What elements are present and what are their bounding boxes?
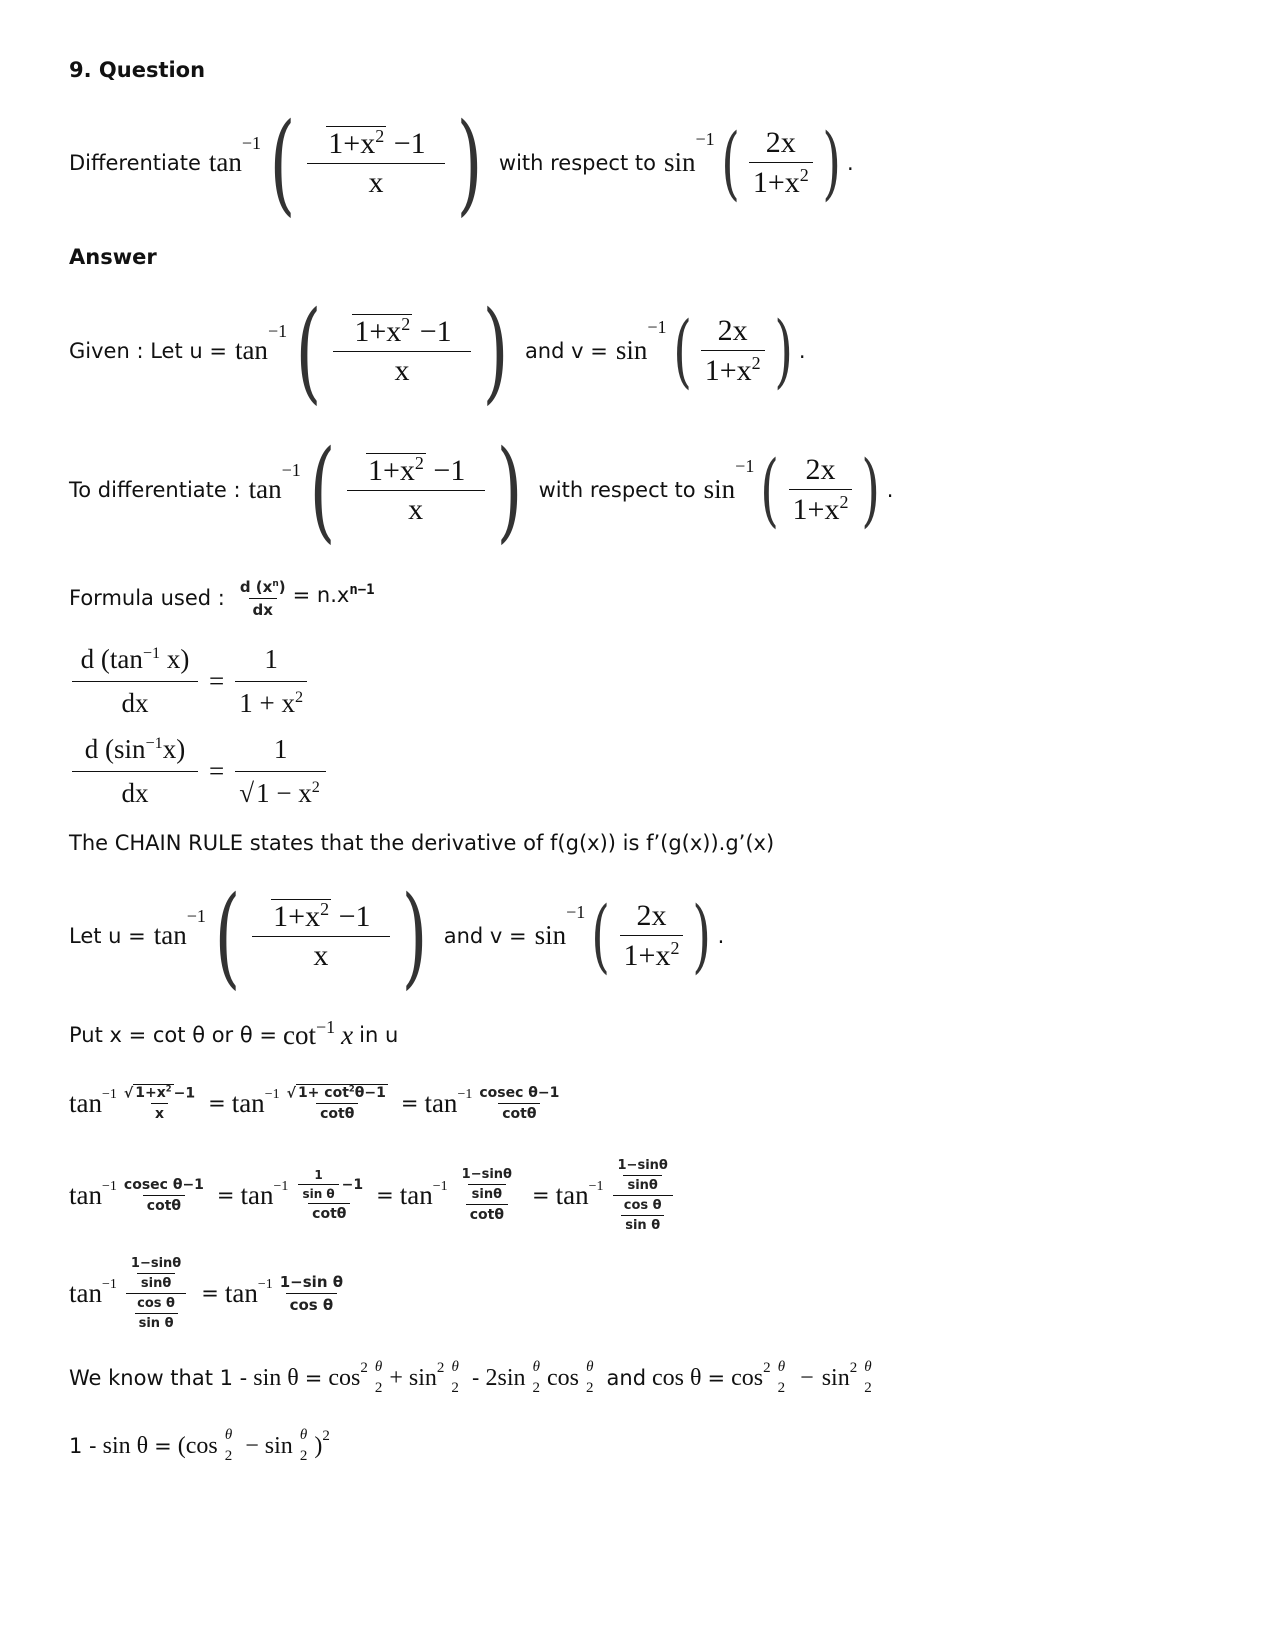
to-diff-lead: To differentiate : [69,477,241,502]
sin-fn: sin [663,147,696,177]
put-text: Put x = cot θ or θ = [69,1023,277,1047]
connector: and v = [524,338,608,363]
fraction: $\frac{1+x^2 -1}{x}$ [333,314,471,388]
final-lead: 1 - [69,1434,97,1458]
sin-theta: sin θ [253,1364,299,1391]
know-lead: We know that 1 - [69,1366,248,1390]
tan-fn: tan [69,1087,102,1118]
rhs-fraction: $\frac{1}{1 + x^2}$ [235,644,307,719]
tan-fn: tan [234,335,268,365]
rhs-fraction: $\frac{1}{√1 - x^2}$ [235,734,326,809]
result-line: 1 - sin θ = ( cos θ 2 − sin θ 2 ) $^2$ [69,1427,330,1464]
fraction: $\frac{\text{1−sin θ}}{\text{cos θ}}$ [279,1272,344,1314]
connector: with respect to [538,477,696,502]
sin-fn: sin [703,474,736,504]
question-heading: 9. Question [69,58,206,82]
half-angle: θ 2 [864,1359,872,1396]
and-word: and [606,1366,647,1390]
derivative-tan [69,645,310,717]
lhs-fraction: $\frac{d (\sin^{-1}x)}{dx}$ [72,734,198,809]
cos-theta: cos θ [652,1364,702,1391]
formula-used: Formula used : $\frac{d (x^n)}{dx}$ = $n.x^{n-1}$ [69,577,375,619]
half-angle: θ 2 [374,1359,383,1396]
tan-fn: tan [208,147,242,177]
tan-fn: tan [248,474,282,504]
fraction: $\frac{\frac{1-\sin\theta}{\sin\theta}}{\frac{\text{cos θ}}{\text{sin θ}}}$ [607,1158,679,1233]
half-angle: θ 2 [586,1359,594,1396]
lhs-fraction: $\frac{d (\tan^{-1} x)}{dx}$ [72,644,198,719]
cot-fn: cot [283,1019,316,1050]
fraction-2x: $\frac{2x}{1+x^2}$ [749,126,813,200]
identity-line: We know that 1 - sin θ = cos $^2$ θ 2 + sin $^2$ θ 2 - 2sin θ 2 cos θ 2 and cos θ = cos $^2$ θ 2 − sin $^2$ θ 2 [69,1352,879,1404]
formula-rhs: = n.x [292,583,350,607]
fraction: $\frac{\text{cosec θ−1}}{\cot\theta}$ [123,1176,204,1214]
chain-rule-text: The CHAIN RULE states that the derivative of f(g(x)) is f’(g(x)).g’(x) [69,831,775,855]
sqrt-term: $1+x^2$ [328,125,385,160]
let-lead: Let u = [69,923,146,948]
fraction: $\frac{1+x^2 -1}{x}$ [252,899,390,973]
var-x: x [341,1019,354,1050]
let-u-expression: Let u = tan −1 ( $\frac{1+x^2 -1}{x}$ ) and v = sin −1 ( $\frac{2x}{1+x^2}$ ) . [69,871,725,1000]
connector: and v = [443,923,527,948]
substitution-row-3: tan −1 $\frac{\frac{1-\sin\theta}{\sin\theta}}{\frac{\text{cos θ}}{\text{sin θ}}}$ = tan −1 $\frac{\text{1−sin θ}}{\text{cos θ}}$ [69,1253,350,1333]
half-angle: θ 2 [451,1359,459,1396]
tan-fn: tan [69,1277,102,1308]
fraction-2x: $\frac{2x}{1+x^2}$ [701,314,765,388]
sin-fn: sin [615,335,648,365]
equals: = [209,665,225,696]
tan-fn: tan [153,920,187,950]
left-paren: ( [269,98,296,227]
half-angle: θ 2 [299,1427,308,1464]
substitution-row-2: tan −1 $\frac{\text{cosec θ−1}}{\cot\theta}$ = tan −1 $\frac{1}{\text{sin θ}}$ −1 cotθ = tan −1 $\frac{\frac{1-\sin\theta}{\sin\theta}}{\cot\theta}$ = tan −1 $\frac{\frac{1-\sin\theta}{\sin\theta}}{\frac{\text{cos θ}}{\text{sin θ}}}$ [69,1155,682,1235]
question-expression: Differentiate tan −1 ( $\frac{1+x^2 -1}{x}$ ) with respect to sin −1 ( $\frac{2x}{1+x^2}$ ) . [69,98,854,227]
half-angle: θ 2 [532,1359,541,1396]
tan-fn: tan [69,1179,102,1210]
equals: = [209,755,225,786]
fraction-2x: $\frac{2x}{1+x^2}$ [620,899,684,973]
sin-fn: sin [534,920,567,950]
given-expression: Given : Let u = tan −1 ( $\frac{1+x^2 -1}{x}$ ) and v = sin −1 ( $\frac{2x}{1+x^2}$ ) . [69,286,806,415]
inverse-exp: −1 [241,133,262,153]
right-paren: ) [456,98,483,227]
question-lead: Differentiate [69,150,201,175]
half-angle: θ 2 [224,1427,233,1464]
half-angle: θ 2 [777,1359,786,1396]
derivative-sin [69,735,329,807]
connector: with respect to [498,150,656,175]
to-differentiate-expression: To differentiate : tan −1 ( $\frac{1+x^2 -1}{x}$ ) with respect to sin −1 ( $\frac{2x}{1+x^2}$ ) . [69,425,894,554]
given-lead: Given : Let u = [69,338,227,363]
fraction: $\frac{\text{cosec θ−1}}{\cot\theta}$ [479,1084,560,1122]
put-line: Put x = cot θ or θ = cot −1 x in u [69,1017,399,1050]
fraction: $\frac{√ 1+x^2 -1}{x}$ [123,1083,196,1123]
fraction: $\frac{\frac{1-\sin\theta}{\sin\theta}}{\cot\theta}$ [461,1167,512,1223]
put-tail: in u [359,1023,399,1047]
fraction: $\frac{\frac{1-\sin\theta}{\sin\theta}}{\frac{\text{cos θ}}{\text{sin θ}}}$ [120,1256,192,1331]
fraction: $\frac{1+x^2 -1}{x}$ [347,453,485,527]
formula-lead: Formula used : [69,586,225,610]
fraction: $\frac{1}{\text{sin θ}}$ −1 cotθ [291,1168,367,1222]
fraction-2x: $\frac{2x}{1+x^2}$ [789,453,853,527]
fraction: $\frac{1+x^2 -1}{x}$ [307,126,445,200]
sin-theta: sin θ [102,1432,149,1459]
substitution-row-1: tan −1 $\frac{√ 1+x^2 -1}{x}$ = tan −1 $\frac{√ 1+ \cot^2\theta-1}{\cot\theta}$ = tan −1 $\frac{\text{cosec θ−1}}{\cot\theta}$ [69,1073,566,1133]
formula-fraction: $\frac{d (x^n)}{dx}$ [239,577,286,619]
fraction: $\frac{√ 1+ \cot^2\theta-1}{\cot\theta}$ [286,1083,386,1123]
answer-heading: Answer [69,245,157,269]
